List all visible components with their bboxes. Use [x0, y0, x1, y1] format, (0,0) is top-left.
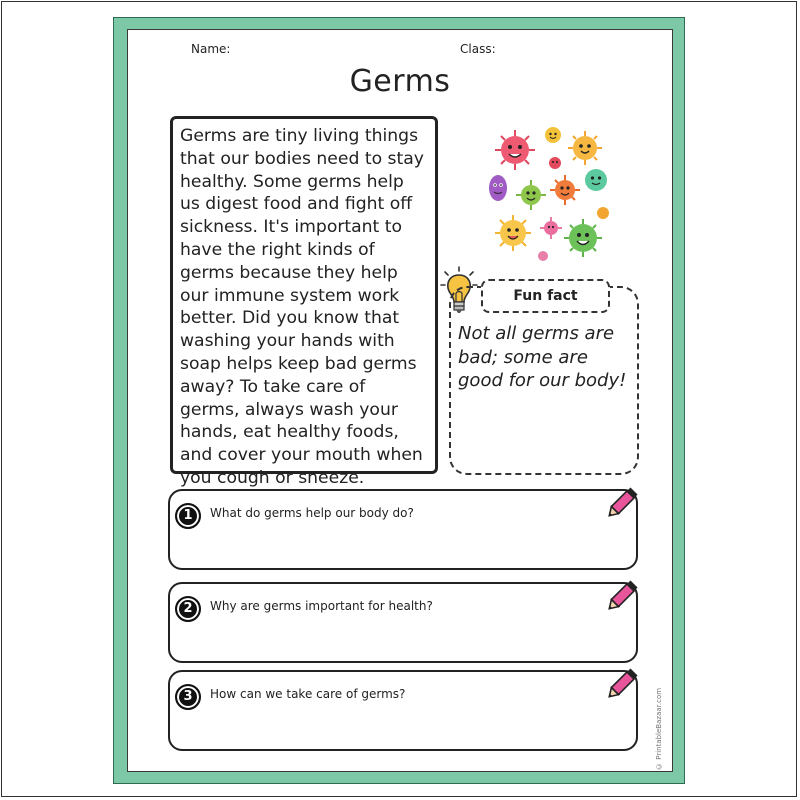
name-label: Name:	[191, 42, 231, 56]
reading-passage: Germs are tiny living things that our bodies need to stay healthy. Some germs help us digest food and fight off sickness. It's important to have the right kinds of germs because they help our immune system work better. Did you know that washing your hands with soap helps keep bad germs away? To take care of germs, always wash your hands, eat healthy foods, and cover your mouth when you cough or sneeze.	[170, 116, 438, 474]
question-text-1: What do germs help our body do?	[210, 506, 414, 520]
class-label: Class:	[460, 42, 496, 56]
question-number-3: 3	[175, 684, 201, 710]
question-number-2: 2	[175, 596, 201, 622]
germs-illustration	[483, 118, 618, 283]
fun-fact-text: Not all germs are bad; some are good for our body!	[458, 323, 627, 391]
question-box-2[interactable]	[168, 582, 638, 663]
question-text-3: How can we take care of germs?	[210, 687, 406, 701]
watermark: © PrintableBazaar.com	[655, 687, 663, 770]
pencil-icon	[602, 664, 642, 704]
page-title: Germs	[349, 64, 451, 99]
fun-fact-title: Fun fact	[481, 279, 610, 313]
question-box-1[interactable]	[168, 489, 638, 570]
pencil-icon	[602, 576, 642, 616]
pencil-icon	[602, 483, 642, 523]
question-number-1: 1	[175, 503, 201, 529]
worksheet	[127, 29, 673, 772]
question-box-3[interactable]	[168, 670, 638, 751]
question-text-2: Why are germs important for health?	[210, 599, 433, 613]
